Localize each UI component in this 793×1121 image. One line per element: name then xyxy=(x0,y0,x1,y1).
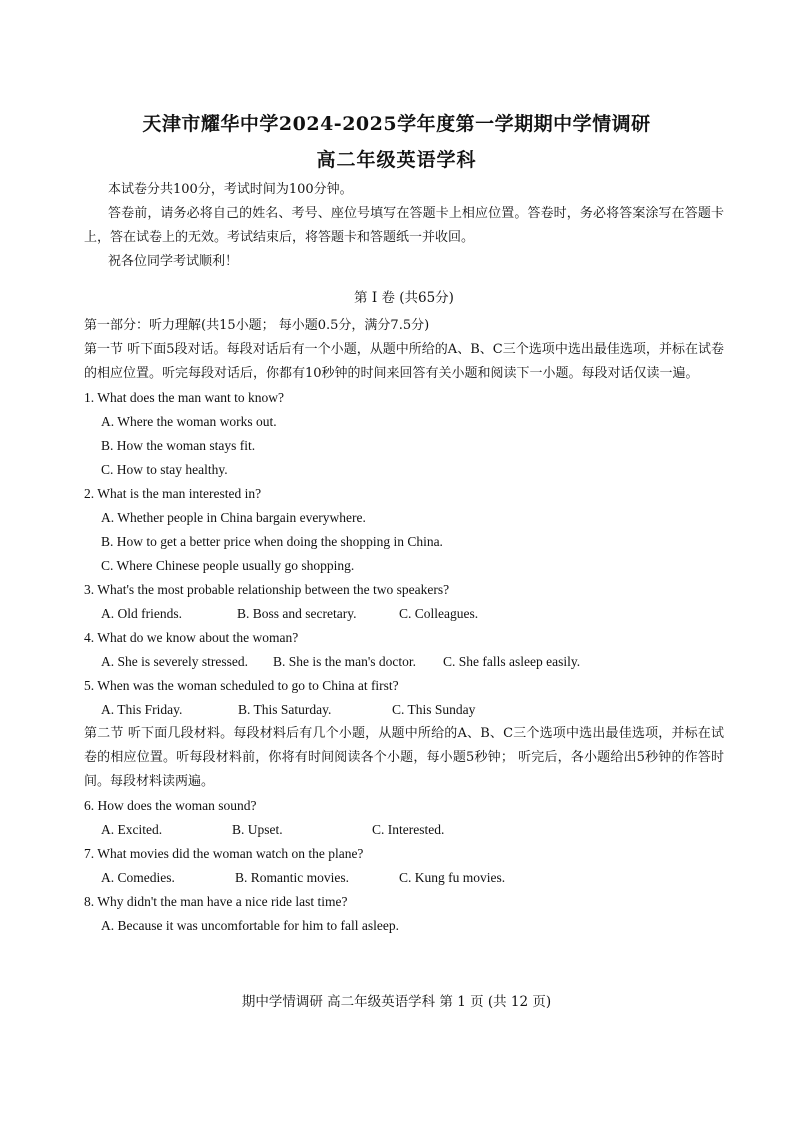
question-3-option-a: A. Old friends. xyxy=(101,606,182,621)
question-3: 3. What's the most probable relationship between the two speakers? xyxy=(84,582,450,597)
question-2: 2. What is the man interested in? xyxy=(84,486,262,501)
question-7: 7. What movies did the woman watch on the plane? xyxy=(84,846,364,861)
exam-body xyxy=(84,178,724,938)
question-6-option-c: C. Interested. xyxy=(372,822,445,837)
question-6-option-a: A. Excited. xyxy=(101,822,163,837)
question-6-options xyxy=(84,818,724,842)
question-5-options xyxy=(84,698,724,722)
page-footer: 期中学情调研 高二年级英语学科 第 1 页 (共 12 页) xyxy=(241,994,552,1010)
question-8-option-a: A. Because it was uncomfortable for him to fall asleep. xyxy=(101,918,400,933)
exam-title: 天津市耀华中学2024-2025学年度第一学期期中学情调研 xyxy=(142,113,651,135)
question-1-option-b: B. How the woman stays fit. xyxy=(101,438,256,453)
question-3-option-c: C. Colleagues. xyxy=(399,606,479,621)
section2-instructions: 第二节 听下面几段材料。每段材料后有几个小题，从题中所给的A、B、C三个选项中选出最佳选项，并标在试卷的相应位置。听每段材料前，你将有时间阅读各个小题，每小题5秒钟； 听完后，各小题给出5秒钟的作答时间。每段材料读两遍。 xyxy=(84,726,724,789)
question-7-option-b: B. Romantic movies. xyxy=(235,870,349,885)
question-7-options xyxy=(84,866,724,890)
instruction-answer-sheet: 答卷前，请务必将自己的姓名、考号、座位号填写在答题卡上相应位置。答卷时，务必将答案涂写在答题卡上，答在试卷上的无效。考试结束后，将答题卡和答题纸一并收回。 xyxy=(84,206,724,245)
question-2-option-c: C. Where Chinese people usually go shopping. xyxy=(101,558,355,573)
question-6-option-b: B. Upset. xyxy=(232,822,283,837)
instruction-score-time: 本试卷分共100分，考试时间为100分钟。 xyxy=(108,182,353,197)
question-5-option-b: B. This Saturday. xyxy=(238,702,332,717)
question-4-option-b: B. She is the man's doctor. xyxy=(273,654,417,669)
question-6: 6. How does the woman sound? xyxy=(84,798,257,813)
question-1-option-c: C. How to stay healthy. xyxy=(101,462,228,477)
question-8: 8. Why didn't the man have a nice ride last time? xyxy=(84,894,348,909)
question-5: 5. When was the woman scheduled to go to China at first? xyxy=(84,678,399,693)
question-2-option-b: B. How to get a better price when doing the shopping in China. xyxy=(101,534,443,549)
question-3-option-b: B. Boss and secretary. xyxy=(237,606,357,621)
question-1: 1. What does the man want to know? xyxy=(84,390,284,405)
question-4-option-c: C. She falls asleep easily. xyxy=(443,654,581,669)
question-5-option-a: A. This Friday. xyxy=(101,702,183,717)
question-4: 4. What do we know about the woman? xyxy=(84,630,299,645)
question-1-option-a: A. Where the woman works out. xyxy=(101,414,277,429)
volume-heading: 第 Ⅰ 卷 (共65分) xyxy=(354,290,454,306)
question-2-option-a: A. Whether people in China bargain everywhere. xyxy=(101,510,366,525)
exam-subtitle: 高二年级英语学科 xyxy=(316,149,477,171)
section1-instructions: 第一节 听下面5段对话。每段对话后有一个小题，从题中所给的A、B、C三个选项中选出最佳选项，并标在试卷的相应位置。听完每段对话后，你都有10秒钟的时间来回答有关小题和阅读下一小题。每段对话仅读一遍。 xyxy=(84,342,724,381)
question-3-options xyxy=(84,602,724,626)
question-4-options xyxy=(84,650,724,674)
question-4-option-a: A. She is severely stressed. xyxy=(101,654,248,669)
question-7-option-a: A. Comedies. xyxy=(101,870,175,885)
part1-title: 第一部分：听力理解(共15小题； 每小题0.5分，满分7.5分) xyxy=(84,318,430,333)
question-7-option-c: C. Kung fu movies. xyxy=(399,870,506,885)
instruction-good-luck: 祝各位同学考试顺利！ xyxy=(108,254,239,269)
question-5-option-c: C. This Sunday xyxy=(392,702,476,717)
